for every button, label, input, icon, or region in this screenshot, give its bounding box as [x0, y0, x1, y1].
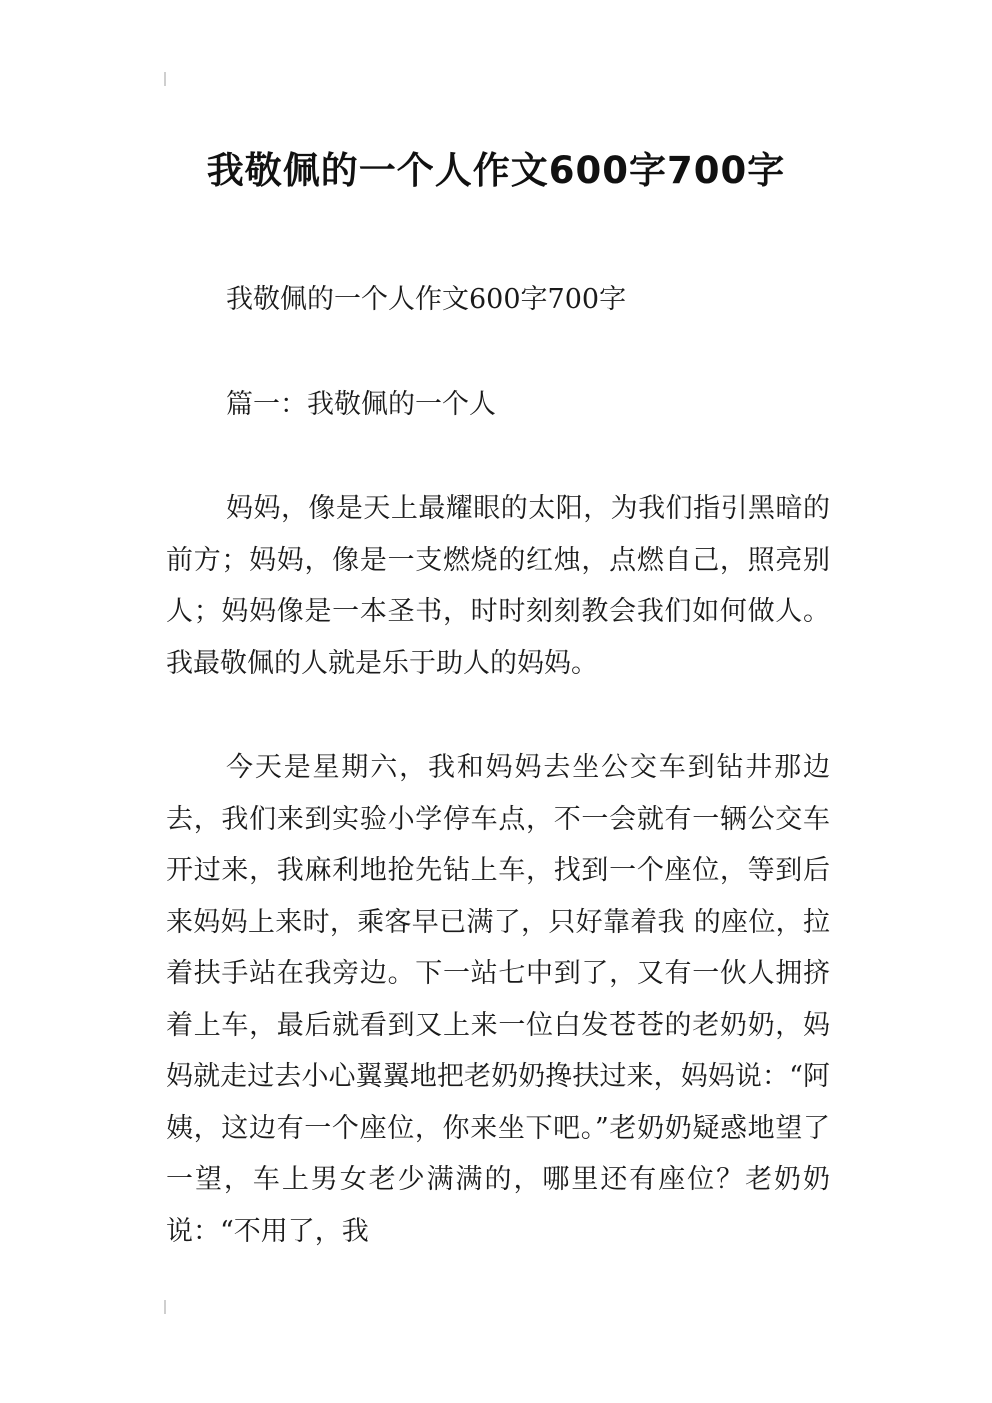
document-subtitle: 我敬佩的一个人作文600字700字	[226, 284, 627, 315]
paragraph-gap	[166, 689, 830, 742]
section-heading: 篇一：我敬佩的一个人	[226, 388, 496, 420]
document-body	[166, 274, 830, 1257]
document-title: 我敬佩的一个人作文600字700字	[206, 148, 786, 192]
paragraph-2: 今天是星期六，我和妈妈去坐公交车到钻井那边去，我们来到实验小学停车点，不一会就有一辆公交车开过来，我麻利地抢先钻上车，找到一个座位，等到后来妈妈上来时，乘客早已满了，只好靠着我 的座位，拉着扶手站在我旁边。下一站七中到了，又有一伙人拥挤着上车，最后就看到又上来一位白发苍苍的老奶奶，妈妈就走过去小心翼翼地把老奶奶搀扶过来，妈妈说：“阿姨，这边有一个座位，你来坐下吧。”老奶奶疑惑地望了一望，车上男女老少满满的，哪里还有座位？老奶奶说：“不用了，我	[166, 752, 830, 1247]
margin-mark-bottom	[164, 1300, 166, 1314]
paragraph-gap	[166, 430, 830, 483]
paragraph-gap	[166, 326, 830, 379]
paragraph-1: 妈妈，像是天上最耀眼的太阳，为我们指引黑暗的前方；妈妈，像是一支燃烧的红烛，点燃自己，照亮别人；妈妈像是一本圣书，时时刻刻教会我们如何做人。我最敬佩的人就是乐于助人的妈妈。	[166, 493, 830, 679]
margin-mark-top	[164, 72, 166, 86]
